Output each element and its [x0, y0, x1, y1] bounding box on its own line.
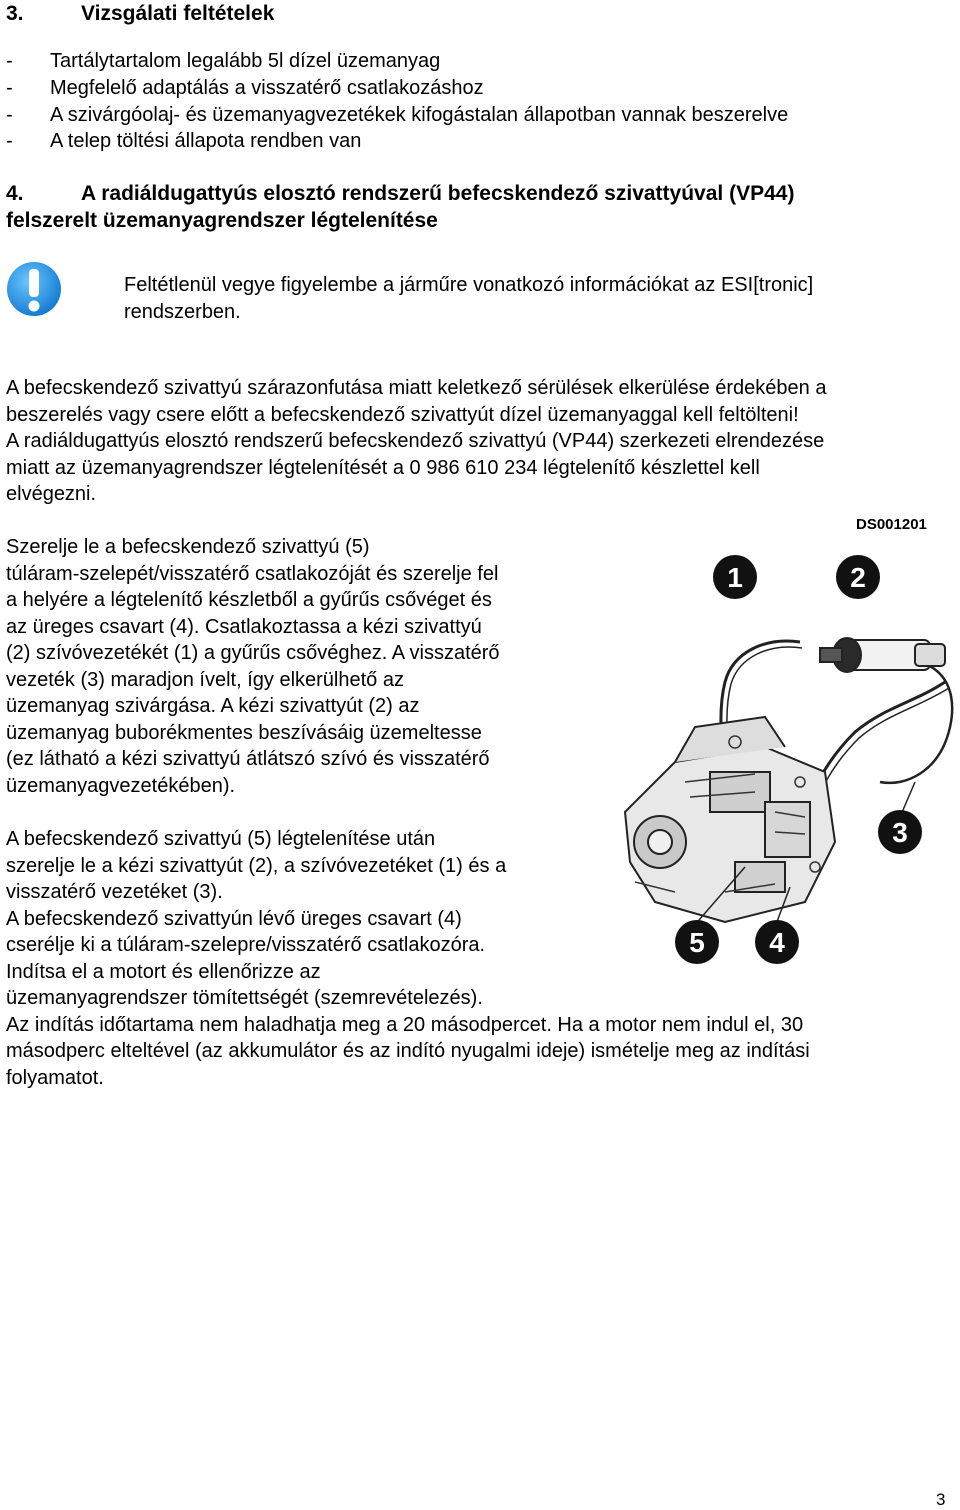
figure-code: DS001201: [856, 516, 927, 533]
paragraph-finish: A befecskendező szivattyú (5) légtelenítése után szerelje le a kézi szivattyút (2), a szívóvezetéket (1) és a visszatérő vezetéket (3). A befecskendező szivattyún lévő üreges csavart (4) cserélje ki a túláram-szelepre/visszatérő csatlakozóra. Indítsa el a motort és ellenőrizze az üzemanyagrendszer tömítettségét (szemrevételezés). Az indítás időtartama nem haladhatja meg a 20 másodpercet. Ha a motor nem indul el, 30 másodperc elteltével (az akkumulátor és az indító nyugalmi ideje) ismételje meg az indítási folyamatot.: [6, 828, 810, 1089]
callout-label-1: 1: [727, 562, 743, 593]
injection-pump-illustration: [615, 512, 957, 972]
notice-text: Feltétlenül vegye figyelembe a járműre vonatkozó információkat az ESI[tronic] rendszerben.: [124, 274, 814, 323]
section-3-number: 3.: [6, 2, 24, 25]
callout-label-2: 2: [850, 562, 866, 593]
paragraph-procedure: Szerelje le a befecskendező szivattyú (5) túláram-szelepét/visszatérő csatlakozóját és szerelje fel a helyére a légtelenítő készletből a gyűrűs csővéget és az üreges csavart (4). Csatlakoztassa a kézi szivattyú (2) szívóvezetékét (1) a gyűrűs csővéghez. A visszatérő vezeték (3) maradjon ívelt, így elkerülhető az üzemanyag szivárgása. A kézi szivattyút (2) az üzemanyag buborékmentes beszívásáig üzemeltesse (ez látható a kézi szivattyú átlátszó szívó és visszatérő üzemanyagvezetékében).: [6, 536, 500, 797]
section-3-title: Vizsgálati feltételek: [81, 2, 275, 25]
page-number: 3: [936, 1490, 946, 1509]
exclamation-icon: [6, 261, 62, 317]
list-item: - Tartálytartalom legalább 5l dízel üzemanyag: [6, 50, 441, 72]
section-3-heading: [6, 0, 274, 27]
section-4-number: 4.: [6, 182, 24, 205]
paragraph-intro: A befecskendező szivattyú szárazonfutása miatt keletkező sérülések elkerülése érdekében a beszerelés vagy csere előtt a befecskendező szivattyút dízel üzemanyaggal kell feltölteni! A radiáldugattyús elosztó rendszerű befecskendező szivattyú (VP44) szerkezeti elrendezése miatt az üzemanyagrendszer légtelenítését a 0 986 610 234 légtelenítő készlettel kell elvégezni.: [6, 377, 827, 505]
callout-label-4: 4: [769, 927, 785, 958]
list-item: - A szivárgóolaj- és üzemanyagvezetékek kifogástalan állapotban vannak beszerelve: [6, 103, 789, 126]
section-4-title-line1: A radiáldugattyús elosztó rendszerű befecskendező szivattyúval (VP44): [81, 182, 795, 205]
conditions-list: [6, 48, 788, 155]
section-4-heading: [6, 180, 794, 234]
section-4-title-line2: felszerelt üzemanyagrendszer légtelenítése: [6, 209, 438, 232]
list-item: - A telep töltési állapota rendben van: [6, 130, 362, 153]
callout-label-3: 3: [892, 817, 908, 848]
callout-label-5: 5: [689, 927, 705, 958]
list-item: - Megfelelő adaptálás a visszatérő csatlakozáshoz: [6, 76, 484, 99]
